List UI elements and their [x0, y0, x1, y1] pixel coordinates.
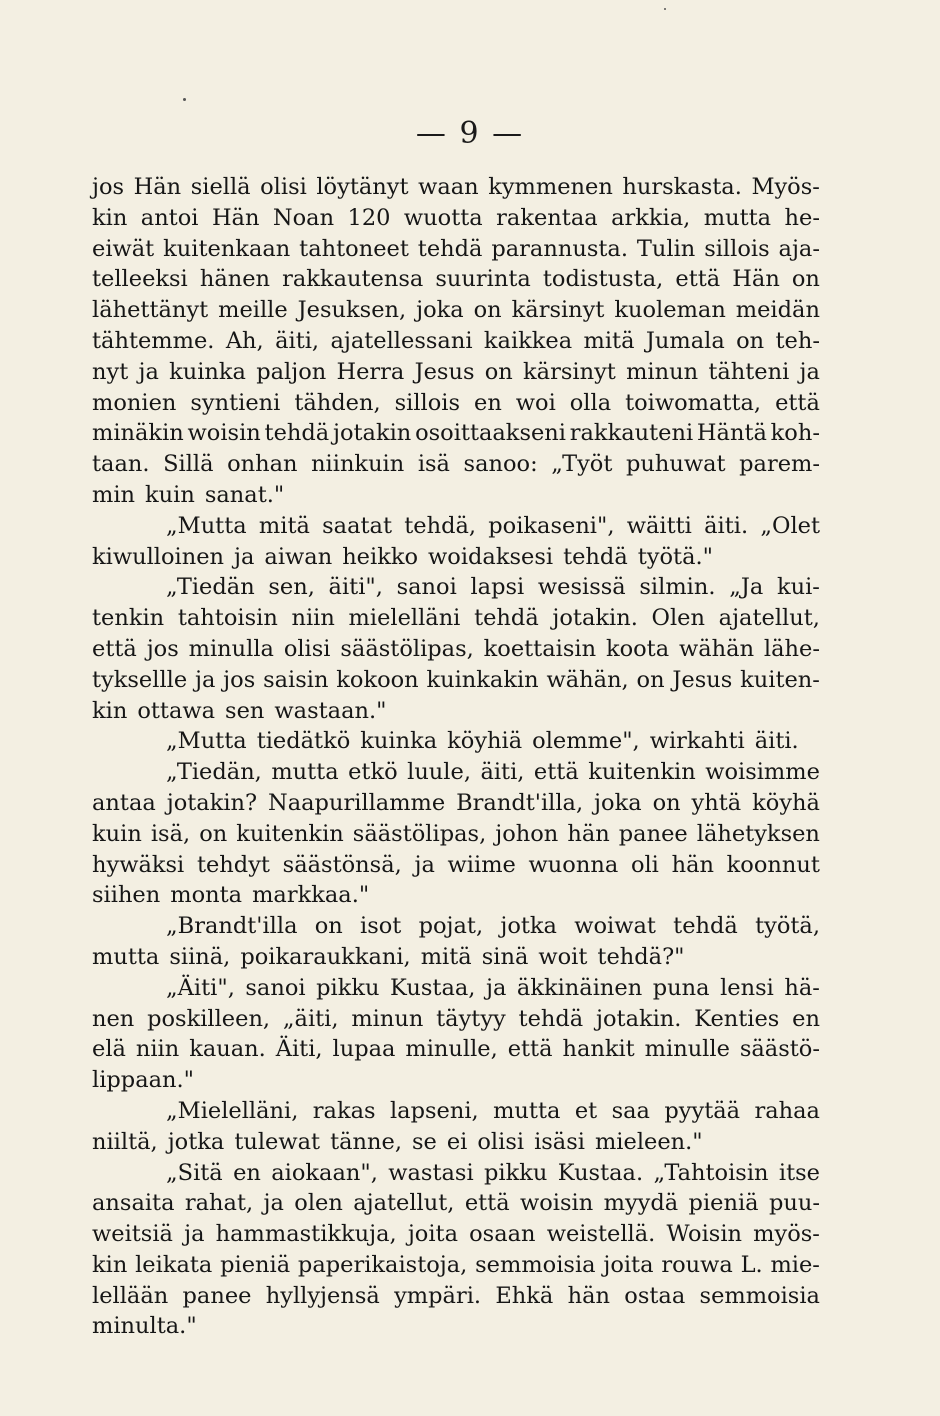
text-line: kin leikata pieniä paperikaistoja, semmoisia joita rouwa L. mie- — [92, 1251, 820, 1278]
text-line: lähettänyt meille Jesuksen, joka on kärsinyt kuoleman meidän — [92, 297, 820, 324]
text-line: lippaan." — [92, 1067, 195, 1094]
text-line: „Tiedän sen, äiti", sanoi lapsi wesissä silmin. „Ja kui- — [166, 574, 820, 601]
text-line: hywäksi tehdyt säästönsä, ja wiime wuonna oli hän koonnut — [92, 851, 820, 878]
text-line: „Sitä en aiokaan", wastasi pikku Kustaa. „Tahtoisin itse — [166, 1159, 820, 1186]
text-line: min kuin sanat." — [92, 481, 285, 508]
paper-speck — [664, 8, 666, 10]
body-text — [92, 172, 820, 1342]
text-line: kiwulloinen ja aiwan heikko woidaksesi tehdä työtä." — [92, 543, 714, 570]
page-number: — 9 — — [415, 116, 525, 151]
text-line: lellään panee hyllyjensä ympäri. Ehkä hän ostaa semmoisia — [92, 1282, 820, 1309]
text-line: taan. Sillä onhan niinkuin isä sanoo: „Työt puhuwat parem- — [92, 451, 820, 478]
text-line: ansaita rahat, ja olen ajatellut, että woisin myydä pieniä puu- — [92, 1190, 820, 1217]
text-line: „Mielelläni, rakas lapseni, mutta et saa pyytää rahaa — [166, 1097, 820, 1124]
text-line: kuin isä, on kuitenkin säästölipas, johon hän panee lähetyksen — [92, 820, 820, 847]
text-line: „Brandt'illa on isot pojat, jotka woiwat tehdä työtä, — [166, 913, 820, 940]
text-line: että jos minulla olisi säästölipas, koettaisin koota wähän lähe- — [92, 635, 820, 662]
text-line: minäkin woisin tehdä jotakin osoittaakseni rakkauteni Häntä koh- — [92, 420, 820, 447]
text-line: „Mutta tiedätkö kuinka köyhiä olemme", wirkahti äiti. — [166, 728, 799, 755]
text-line: kin antoi Hän Noan 120 wuotta rakentaa arkkia, mutta he- — [92, 204, 820, 231]
text-line: tyksellle ja jos saisin kokoon kuinkakin wähän, on Jesus kuiten- — [92, 666, 820, 693]
text-line: „Tiedän, mutta etkö luule, äiti, että kuitenkin woisimme — [166, 759, 820, 786]
text-line: siihen monta markkaa." — [92, 882, 370, 909]
text-line: eiwät kuitenkaan tahtoneet tehdä parannusta. Tulin sillois aja- — [92, 235, 820, 262]
text-line: mutta siinä, poikaraukkani, mitä sinä woit tehdä?" — [92, 943, 685, 970]
text-line: minulta." — [92, 1313, 197, 1340]
paper-speck — [183, 98, 186, 101]
text-line: nen poskilleen, „äiti, minun täytyy tehdä jotakin. Kenties en — [92, 1005, 820, 1032]
text-line: monien syntieni tähden, sillois en woi olla toiwomatta, että — [92, 389, 820, 416]
text-line: jos Hän siellä olisi löytänyt waan kymmenen hurskasta. Myös- — [92, 174, 820, 200]
text-line: elä niin kauan. Äiti, lupaa minulle, että hankit minulle säästö- — [92, 1036, 820, 1063]
text-line: „Mutta mitä saatat tehdä, poikaseni", wäitti äiti. „Olet — [166, 512, 820, 539]
text-line: nyt ja kuinka paljon Herra Jesus on kärsinyt minun tähteni ja — [92, 358, 820, 385]
text-line: kin ottawa sen wastaan." — [92, 697, 387, 724]
text-line: tenkin tahtoisin niin mielelläni tehdä jotakin. Olen ajatellut, — [92, 605, 820, 632]
text-line: niiltä, jotka tulewat tänne, se ei olisi isäsi mieleen." — [92, 1128, 703, 1155]
text-line: „Äiti", sanoi pikku Kustaa, ja äkkinäinen puna lensi hä- — [166, 974, 820, 1001]
text-line: telleeksi hänen rakkautensa suurinta todistusta, että Hän on — [92, 266, 820, 293]
text-line: antaa jotakin? Naapurillamme Brandt'illa, joka on yhtä köyhä — [92, 789, 820, 816]
text-line: weitsiä ja hammastikkuja, joita osaan weistellä. Woisin myös- — [92, 1221, 820, 1248]
text-line: tähtemme. Ah, äiti, ajatellessani kaikkea mitä Jumala on teh- — [92, 327, 820, 354]
